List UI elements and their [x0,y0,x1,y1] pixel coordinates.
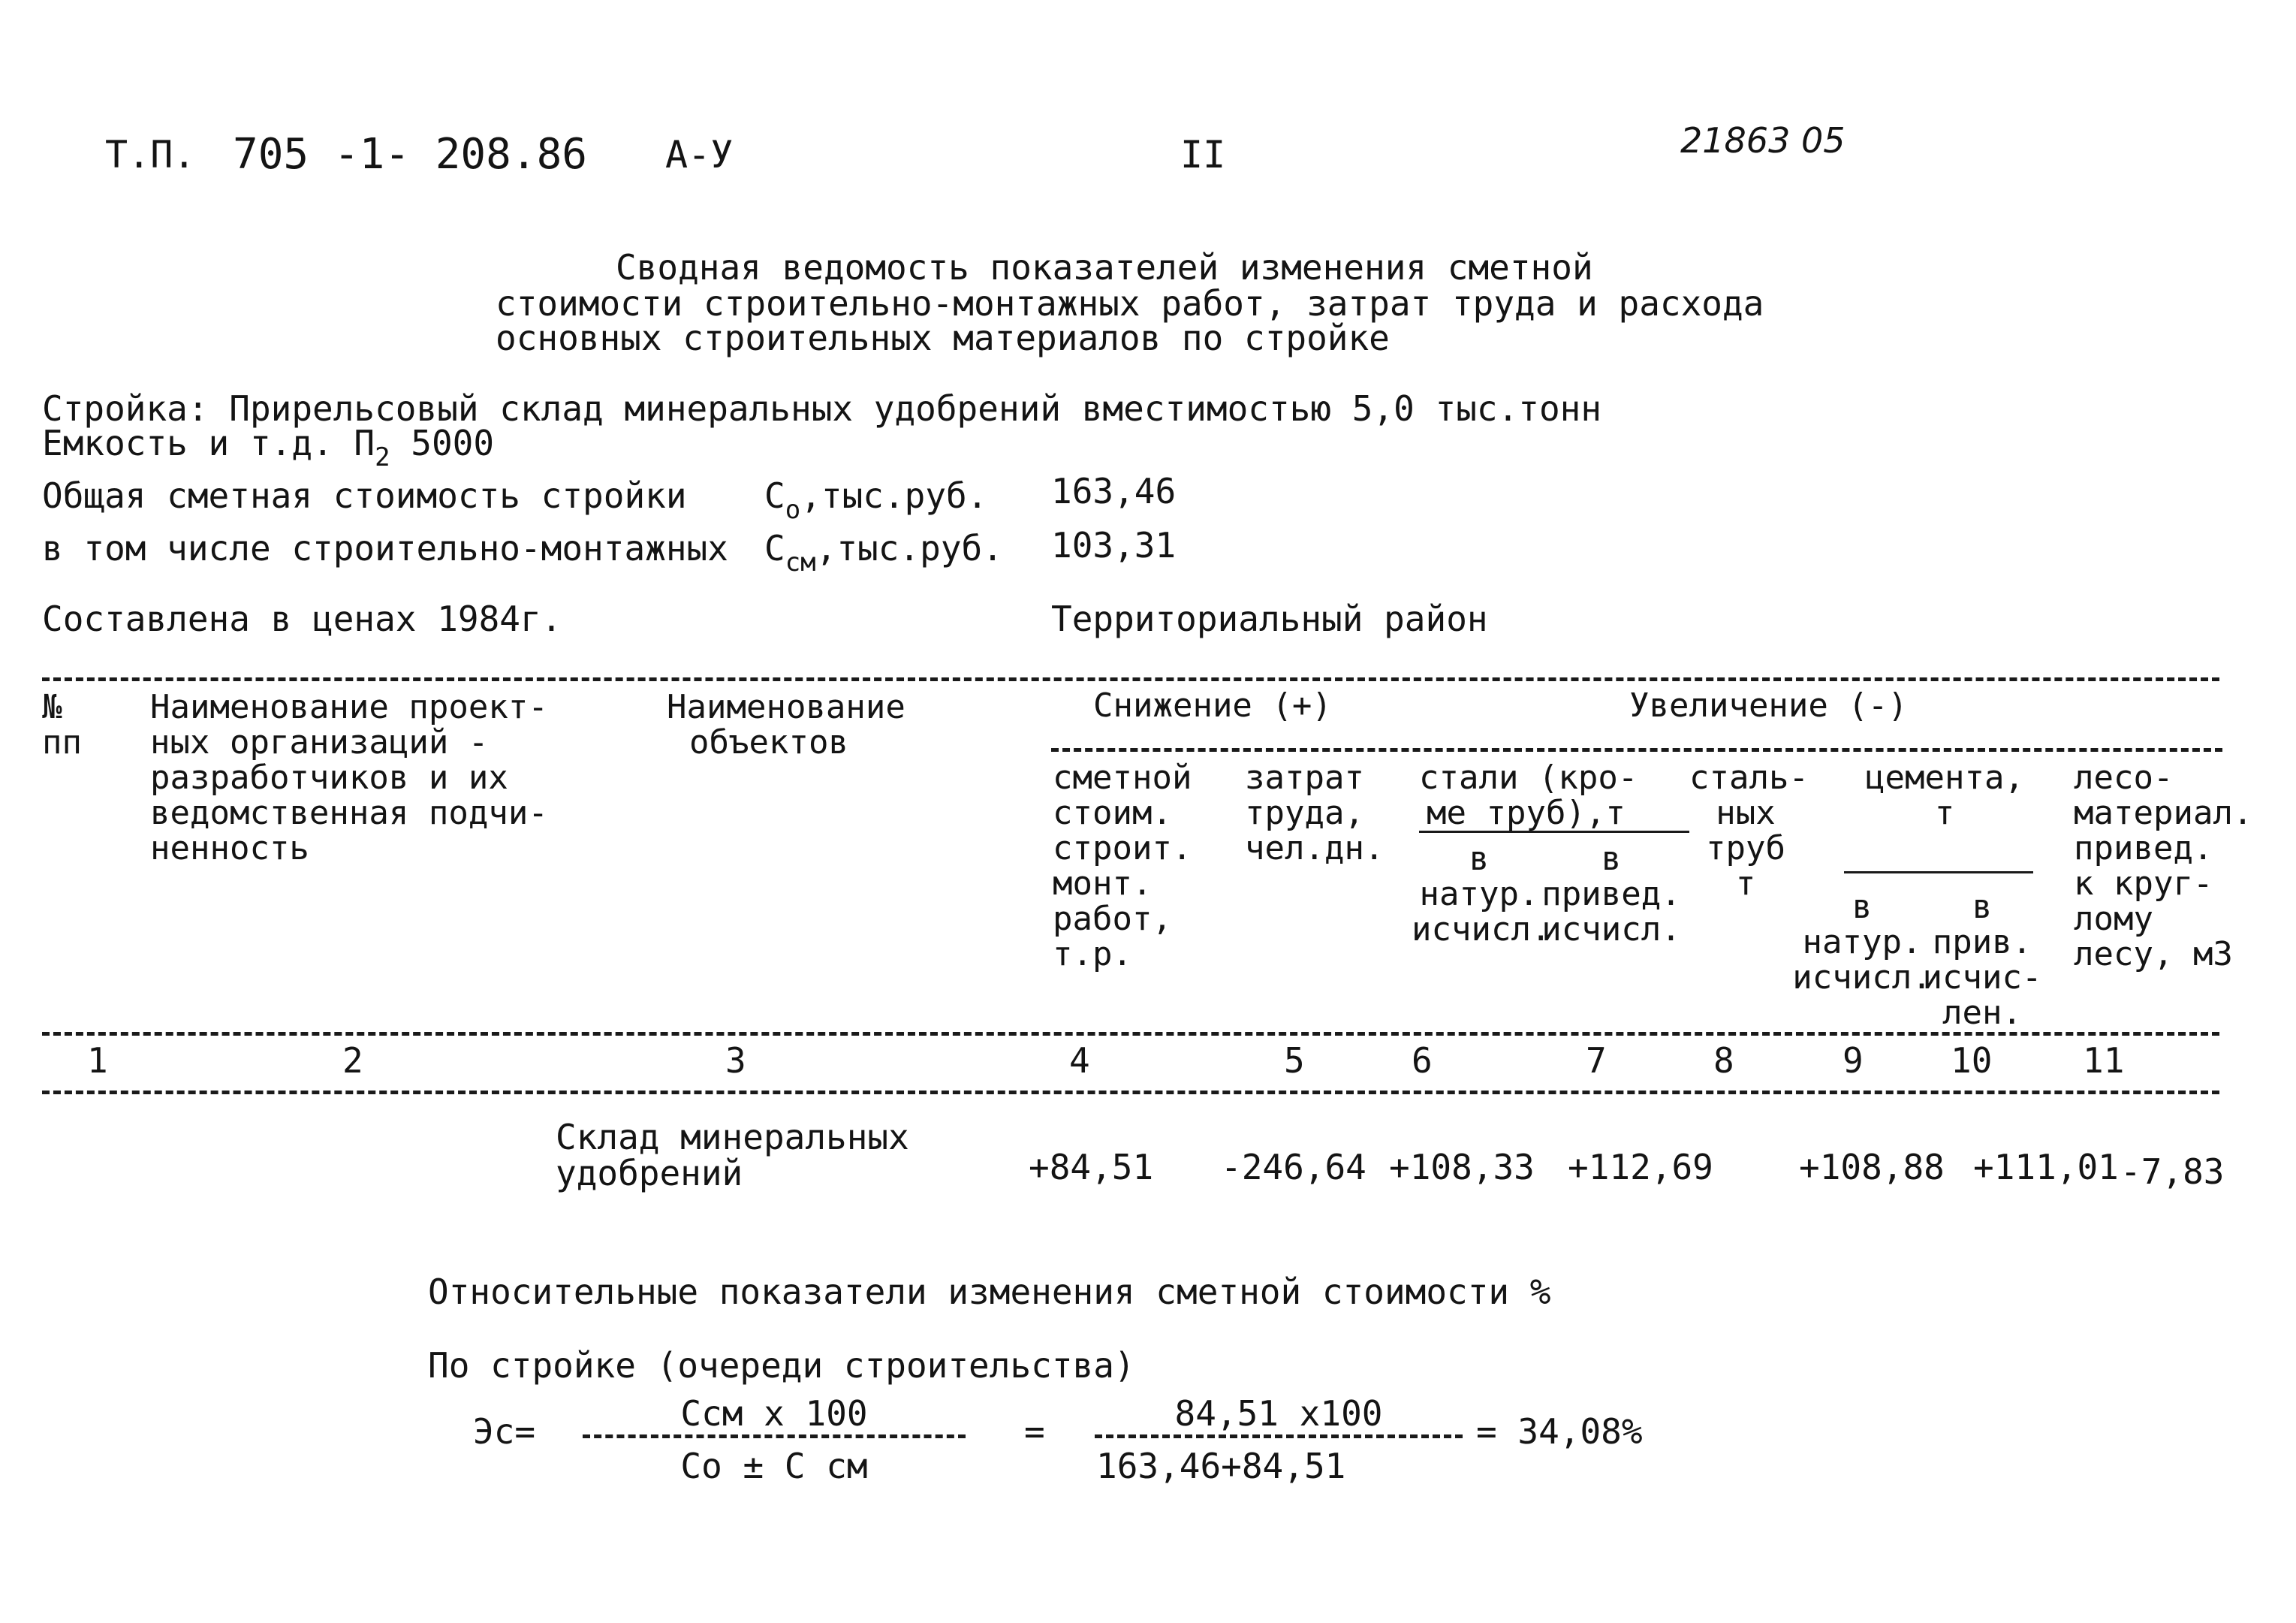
capacity-label: Емкость и т.д. П [42,423,375,463]
total-cost-value: 163,46 [1051,471,1177,511]
formula-denominator-1: Со ± С см [680,1446,868,1486]
col-number-6: 6 [1412,1040,1433,1081]
construction-name: Стройка: Прирельсовый склад минеральных удобрений вместимостью 5,0 тыс.тонн [42,388,1602,429]
group-rule [1051,748,2222,752]
formula-numerator-1: Ссм х 100 [680,1393,868,1434]
col-number-3: 3 [725,1040,746,1081]
row-object-name: Склад минеральных удобрений [556,1117,909,1193]
steel-underline [1419,831,1689,833]
col-number-11: 11 [2083,1040,2125,1081]
total-unit: ,тыс.руб. [800,475,988,516]
prices-basis: Составлена в ценах 1984г. [42,599,562,639]
row-value-7: +112,69 [1568,1147,1713,1187]
row-value-11: -7,83 [2120,1151,2225,1192]
col-number-1: 1 [87,1040,108,1081]
row-value-9: +108,88 [1799,1147,1945,1187]
numbers-bottom-rule [42,1091,2219,1094]
col6-sub: в натур. исчисл. [1412,840,1551,949]
formula-equals: = [1024,1411,1045,1452]
group-decrease: Снижение (+) [1093,686,1332,725]
col67-header: стали (кро- ме труб),т [1419,759,1638,832]
row-value-6: +108,33 [1389,1147,1535,1187]
row-value-4: +84,51 [1029,1147,1154,1187]
formula-fraction-bar-2 [1095,1434,1463,1438]
tp-prefix: Т.П. [105,133,196,176]
smr-cost-label: в том числе строительно-монтажных [42,528,728,569]
total-sub: о [785,495,801,525]
row-value-5: -246,64 [1221,1147,1366,1187]
title-line-3: основных строительных материалов по стройке [496,318,1390,358]
page-number: II [1180,133,1226,176]
table-top-rule [42,677,2219,681]
col910-header: цемента, т [1865,759,2024,832]
album-code: А-У [665,133,734,176]
col7-sub: в привед. исчисл. [1541,840,1681,949]
title-line-1: Сводная ведомость показателей изменения сметной [616,247,1593,288]
doc-code: 21863 05 [1680,120,1846,161]
capacity-line [42,423,495,472]
total-cost-symbol [764,475,988,525]
total-symbol: С [764,475,785,516]
col3-header: Наименование объектов [667,688,905,762]
smr-cost-value: 103,31 [1051,525,1177,566]
formula-result: = 34,08% [1476,1411,1643,1452]
col9-sub: в натур. исчисл. [1792,888,1932,997]
title-line-2: стоимости строительно-монтажных работ, затрат труда и расхода [496,283,1764,324]
smr-unit: ,тыс.руб. [815,528,1003,569]
col1-header: № пп [42,688,82,762]
total-cost-label: Общая сметная стоимость стройки [42,475,687,516]
territorial-region: Территориальный район [1051,599,1488,639]
smr-cost-symbol [764,528,1003,578]
col-number-10: 10 [1951,1040,1993,1081]
smr-symbol: С [764,528,785,569]
col10-sub: в прив. исчис- лен. [1922,888,2042,1032]
col-number-4: 4 [1069,1040,1090,1081]
tp-number: 705 -1- 208.86 [233,130,588,179]
relative-title: Относительные показатели изменения сметной стоимости % [428,1272,1551,1312]
col-number-7: 7 [1586,1040,1607,1081]
capacity-value: 5000 [411,423,495,463]
formula-numerator-2: 84,51 х100 [1174,1393,1383,1434]
smr-sub: см [785,548,816,578]
col8-header: сталь- ных труб т [1689,759,1809,903]
col-number-5: 5 [1284,1040,1305,1081]
col-number-9: 9 [1843,1040,1864,1081]
group-increase: Увеличение (-) [1629,686,1908,725]
col-number-2: 2 [342,1040,363,1081]
relative-subtitle: По стройке (очереди строительства) [428,1345,1135,1386]
col11-header: лесо- материал. привед. к круг- лому лесу, м3 [2074,759,2253,973]
formula-lhs: Эс= [473,1411,536,1452]
cement-underline [1844,871,2033,873]
col-number-8: 8 [1713,1040,1734,1081]
formula-denominator-2: 163,46+84,51 [1096,1446,1346,1486]
header-bottom-rule [42,1032,2219,1036]
row-value-10: +111,01 [1973,1147,2119,1187]
col5-header: затрат труда, чел.дн. [1245,759,1385,867]
col2-header: Наименование проект- ных организаций - разработчиков и их ведомственная подчи- ненность [150,688,548,867]
capacity-sub: 2 [375,442,390,472]
col4-header: сметной стоим. строит. монт. работ, т.р. [1053,759,1192,973]
formula-fraction-bar-1 [583,1434,966,1438]
